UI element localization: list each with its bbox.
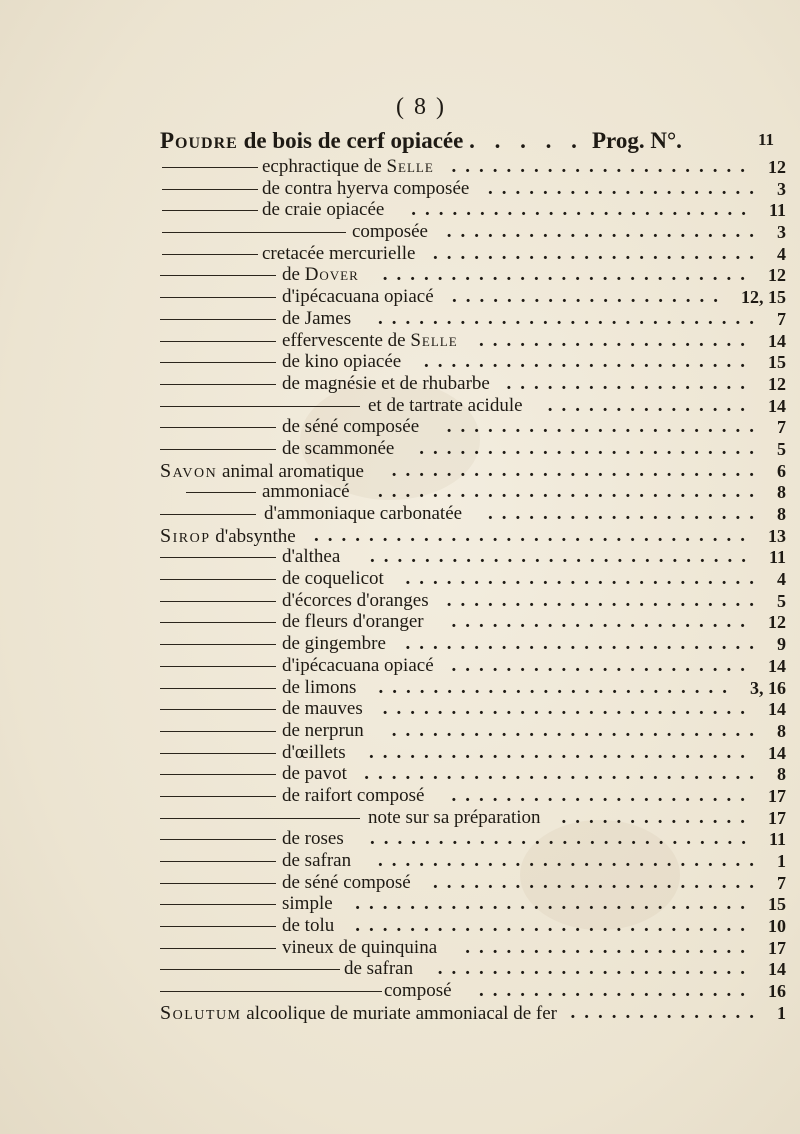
leader-dots: ............................. (355, 893, 754, 915)
entry-label (282, 264, 359, 286)
entry-page-ref: 9 (777, 634, 786, 655)
entry-text: de safran (282, 850, 352, 871)
index-entry (0, 720, 800, 742)
entry-text: composé (384, 980, 452, 1002)
entry-label (282, 937, 437, 959)
ditto-dash (162, 167, 258, 168)
entry-label (262, 481, 350, 503)
leader-dots: ............................. (364, 763, 763, 785)
leader-dots: ...................... (451, 654, 754, 676)
entry-text: effervescente de (282, 329, 411, 351)
entry-text: d'ipécacuana opiacé (282, 286, 434, 308)
entry-label (262, 243, 415, 265)
leader-dots: ............................ (369, 741, 754, 763)
ditto-dash (160, 796, 276, 797)
leader-dots: .............. (570, 1001, 763, 1023)
leader-dots: ............................ (370, 546, 755, 568)
leader-dots: ........................... (382, 264, 754, 286)
entry-page-ref: 6 (777, 460, 786, 481)
leader-dots: ............................ (378, 481, 763, 503)
entry-text: de (282, 264, 305, 286)
index-entry (0, 568, 800, 590)
leader-dots: ........................... (382, 698, 754, 720)
entry-text: de tolu (282, 915, 335, 937)
index-entry (0, 243, 800, 265)
entry-page-ref: 7 (777, 417, 786, 438)
entry-page-ref: 14 (768, 742, 786, 763)
entry-text: animal aromatique (217, 460, 364, 482)
entry-author-name: Selle (410, 329, 458, 351)
entry-lead-word: Solutum (160, 1001, 242, 1024)
index-entry (0, 785, 800, 807)
index-entry (0, 698, 800, 720)
entry-text: de pavot (282, 763, 347, 785)
index-entry (0, 893, 800, 915)
leader-dots: ......................... (419, 437, 763, 459)
entry-page-ref: 8 (777, 764, 786, 785)
ditto-dash (160, 688, 276, 689)
entry-label (282, 611, 424, 633)
entry-page-ref: 8 (777, 720, 786, 741)
entry-text: simple (282, 893, 333, 915)
entry-label (282, 546, 340, 568)
leader-dots: .................... (479, 980, 754, 1002)
entry-text: de raifort composé (282, 784, 425, 806)
entry-text: de kino opiacée (282, 351, 402, 373)
entry-page-ref: 11 (768, 829, 786, 850)
entry-text: ecphractique de (262, 156, 387, 177)
ditto-dash (160, 948, 276, 949)
ditto-dash (160, 601, 276, 602)
entry-label (160, 1002, 557, 1025)
index-entry (0, 264, 800, 286)
entry-label (282, 590, 429, 612)
ditto-dash (160, 709, 276, 710)
entry-text: alcoolique de muriate ammoniacal de fer (241, 1002, 557, 1024)
entry-text: de séné composée (282, 416, 420, 438)
ditto-dash (160, 666, 276, 667)
entry-page-ref: 14 (768, 395, 786, 416)
index-entry (0, 850, 800, 872)
entry-lead-word: Sirop (160, 524, 211, 547)
index-entry (0, 351, 800, 373)
leader-dots: ...................... (451, 156, 754, 177)
entry-label (282, 828, 344, 850)
header-dots: . . . . . (469, 128, 584, 153)
entry-label (282, 438, 394, 460)
ditto-dash (160, 926, 276, 927)
index-entry (0, 828, 800, 850)
leader-dots: ............................ (370, 828, 755, 850)
index-entry (0, 460, 800, 482)
index-entry (0, 763, 800, 785)
leader-dots: ............... (547, 394, 754, 416)
index-entry (0, 1002, 800, 1024)
leader-dots: ........................... (391, 719, 763, 741)
entry-label (384, 980, 452, 1002)
entry-text: d'ammoniaque carbonatée (264, 503, 463, 524)
ditto-dash (160, 362, 276, 363)
index-entry (0, 677, 800, 699)
leader-dots: .............. (561, 806, 754, 828)
entry-page-ref: 12 (768, 157, 786, 177)
leader-dots: ....................... (437, 958, 754, 980)
entry-text: de fleurs d'oranger (282, 611, 424, 633)
ditto-dash (160, 384, 276, 385)
index-entry (0, 590, 800, 612)
entry-label (282, 893, 333, 915)
entry-page-ref: 17 (768, 807, 786, 828)
index-entry (0, 546, 800, 568)
header-entry (160, 128, 788, 158)
ditto-dash (160, 319, 276, 320)
entry-page-ref: 14 (768, 655, 786, 676)
entry-text: de safran (344, 958, 414, 980)
index-entry (0, 395, 800, 417)
entry-label (262, 178, 469, 200)
header-entry-label (160, 128, 584, 154)
entry-text: de gingembre (282, 633, 386, 655)
leader-dots: .................... (488, 177, 763, 199)
entry-page-ref: 5 (777, 438, 786, 459)
ditto-dash (160, 275, 276, 276)
entry-page-ref: 10 (768, 916, 786, 937)
index-entry (0, 178, 800, 200)
entry-text: de mauves (282, 698, 363, 720)
entry-label (368, 807, 541, 829)
entry-label (282, 633, 386, 655)
entry-author-name: Selle (386, 156, 434, 177)
index-entry (0, 503, 800, 525)
entry-page-ref: 16 (768, 981, 786, 1002)
leader-dots: ............................ (378, 850, 763, 871)
entry-label (282, 720, 364, 742)
entry-page-ref: 15 (768, 352, 786, 373)
index-entry (0, 156, 800, 178)
leader-dots: ........................ (433, 871, 763, 893)
leader-dots: ................................ (314, 524, 754, 546)
leader-dots: ....................... (446, 416, 763, 438)
entry-page-ref: 3, 16 (750, 677, 786, 698)
entry-author-name: Dover (304, 264, 359, 286)
entry-text: de James (282, 307, 352, 329)
leader-dots: ....................... (446, 589, 763, 611)
leader-dots: ............................. (355, 915, 754, 937)
header-lead-word: Poudre (160, 128, 238, 153)
index-entry (0, 416, 800, 438)
entry-label (282, 373, 490, 395)
ditto-dash (162, 232, 346, 233)
index-entry (0, 958, 800, 980)
index-entry (0, 373, 800, 395)
ditto-dash (160, 753, 276, 754)
index-entry (0, 438, 800, 460)
entry-label (282, 677, 356, 699)
entry-text: d'absynthe (210, 525, 296, 547)
leader-dots: ............................ (378, 307, 763, 329)
entry-text: d'ipécacuana opiacé (282, 654, 434, 676)
page-number: ( 8 ) (396, 94, 446, 120)
entry-page-ref: 17 (768, 785, 786, 806)
entry-label (282, 742, 346, 764)
leader-dots: ......................... (411, 199, 755, 221)
entry-text: d'écorces d'oranges (282, 589, 429, 611)
ditto-dash (160, 731, 276, 732)
ditto-dash (160, 622, 276, 623)
entry-label (282, 872, 411, 894)
entry-text: de contra hyerva composée (262, 177, 470, 199)
leader-dots: .................. (506, 372, 754, 394)
entry-page-ref: 1 (777, 851, 786, 871)
entry-page-ref: 14 (768, 699, 786, 720)
ditto-dash (160, 774, 276, 775)
index-entry (0, 872, 800, 894)
entry-label (282, 330, 458, 352)
leader-dots: .................... (488, 503, 763, 524)
entry-text: vineux de quinquina (282, 936, 438, 958)
entry-text: ammoniacé (262, 481, 350, 503)
entry-page-ref: 12, 15 (741, 287, 786, 308)
ditto-dash (160, 514, 256, 515)
entry-text: de séné composé (282, 871, 411, 893)
entry-text: composée (352, 221, 428, 243)
entry-label (262, 199, 384, 221)
index-entry (0, 308, 800, 330)
index-entry (0, 655, 800, 677)
ditto-dash (160, 557, 276, 558)
leader-dots: .......................... (405, 633, 763, 655)
entry-label (368, 395, 523, 417)
leader-dots: ..................... (465, 936, 754, 958)
entry-label (160, 460, 364, 483)
entry-label (282, 698, 363, 720)
entry-page-ref: 15 (768, 894, 786, 915)
entry-page-ref: 13 (768, 525, 786, 546)
leader-dots: .................... (452, 286, 727, 308)
leader-dots: ...................... (451, 784, 754, 806)
ditto-dash (160, 839, 276, 840)
entry-lead-word: Savon (160, 459, 218, 482)
entry-label (282, 915, 334, 937)
index-entry (0, 199, 800, 221)
leader-dots: .......................... (378, 676, 736, 698)
leader-dots: ........................ (433, 242, 763, 264)
entry-page-ref: 4 (777, 569, 786, 590)
prog-column-label: Prog. N°. (592, 128, 682, 153)
index-entry (0, 807, 800, 829)
entry-page-ref: 17 (768, 937, 786, 958)
leader-dots: ........................... (391, 459, 763, 481)
entry-label (264, 503, 462, 525)
leader-dots: .................... (479, 329, 754, 351)
entry-page-ref: 7 (777, 308, 786, 329)
entry-page-ref: 5 (777, 590, 786, 611)
entry-label (160, 525, 296, 548)
entry-label (282, 568, 384, 590)
entry-page-ref: 12 (768, 265, 786, 286)
ditto-dash (160, 644, 276, 645)
ditto-dash (186, 492, 256, 493)
entry-text: de magnésie et de rhubarbe (282, 372, 490, 394)
entry-text: de nerprun (282, 719, 364, 741)
entry-label (282, 351, 401, 373)
entry-text: et de tartrate acidule (368, 394, 523, 416)
ditto-dash (160, 406, 360, 407)
entry-page-ref: 3 (777, 178, 786, 199)
entry-label (282, 763, 347, 785)
ditto-dash (160, 883, 276, 884)
ditto-dash (160, 861, 276, 862)
ditto-dash (160, 449, 276, 450)
ditto-dash (160, 969, 340, 970)
header-rest: de bois de cerf opiacée (243, 128, 464, 153)
entry-page-ref: 4 (777, 243, 786, 264)
entry-label (344, 958, 413, 980)
index-entry (0, 980, 800, 1002)
index-entry (0, 937, 800, 959)
index-entry (0, 915, 800, 937)
entry-text: de roses (282, 828, 344, 850)
entry-label (352, 221, 428, 243)
entry-page-ref: 3 (777, 222, 786, 243)
ditto-dash (160, 297, 276, 298)
index-entry (0, 525, 800, 547)
entry-page-ref: 12 (768, 373, 786, 394)
entry-page-ref: 11 (768, 547, 786, 568)
ditto-dash (162, 254, 258, 255)
index-entry (0, 286, 800, 308)
ditto-dash (162, 210, 258, 211)
entry-page-ref: 14 (768, 330, 786, 351)
leader-dots: .......................... (405, 568, 763, 590)
index-entry (0, 742, 800, 764)
ditto-dash (160, 818, 360, 819)
ditto-dash (160, 991, 382, 992)
entry-page-ref: 12 (768, 612, 786, 633)
header-value: 11 (757, 130, 774, 149)
entry-text: d'œillets (282, 741, 346, 763)
entry-text: note sur sa préparation (368, 806, 541, 828)
leader-dots: ........................ (424, 351, 754, 373)
ditto-dash (162, 189, 258, 190)
index-entry (0, 481, 800, 503)
entry-label (262, 156, 434, 178)
index-entry (0, 330, 800, 352)
entry-text: cretacée mercurielle (262, 242, 416, 264)
index-entry (0, 221, 800, 243)
leader-dots: ....................... (446, 221, 763, 243)
index-entry (0, 633, 800, 655)
entry-page-ref: 1 (777, 1002, 786, 1023)
entry-label (282, 286, 434, 308)
ditto-dash (160, 904, 276, 905)
entry-label (282, 850, 351, 872)
entry-text: de craie opiacée (262, 199, 385, 221)
ditto-dash (160, 341, 276, 342)
entry-text: de coquelicot (282, 568, 384, 590)
entry-page-ref: 11 (768, 200, 786, 221)
entry-text: d'althea (282, 546, 341, 568)
entry-label (282, 308, 351, 330)
entry-label (282, 416, 419, 438)
entry-label (282, 785, 424, 807)
index-entry (0, 611, 800, 633)
entry-page-ref: 7 (777, 872, 786, 893)
entry-page-ref: 14 (768, 959, 786, 980)
ditto-dash (160, 579, 276, 580)
ditto-dash (160, 427, 276, 428)
entry-label (282, 655, 434, 677)
entry-text: de limons (282, 676, 357, 698)
entry-page-ref: 8 (777, 482, 786, 503)
leader-dots: ...................... (451, 611, 754, 633)
index-entries (0, 156, 800, 1024)
entry-page-ref: 8 (777, 504, 786, 524)
entry-text: de scammonée (282, 437, 395, 459)
